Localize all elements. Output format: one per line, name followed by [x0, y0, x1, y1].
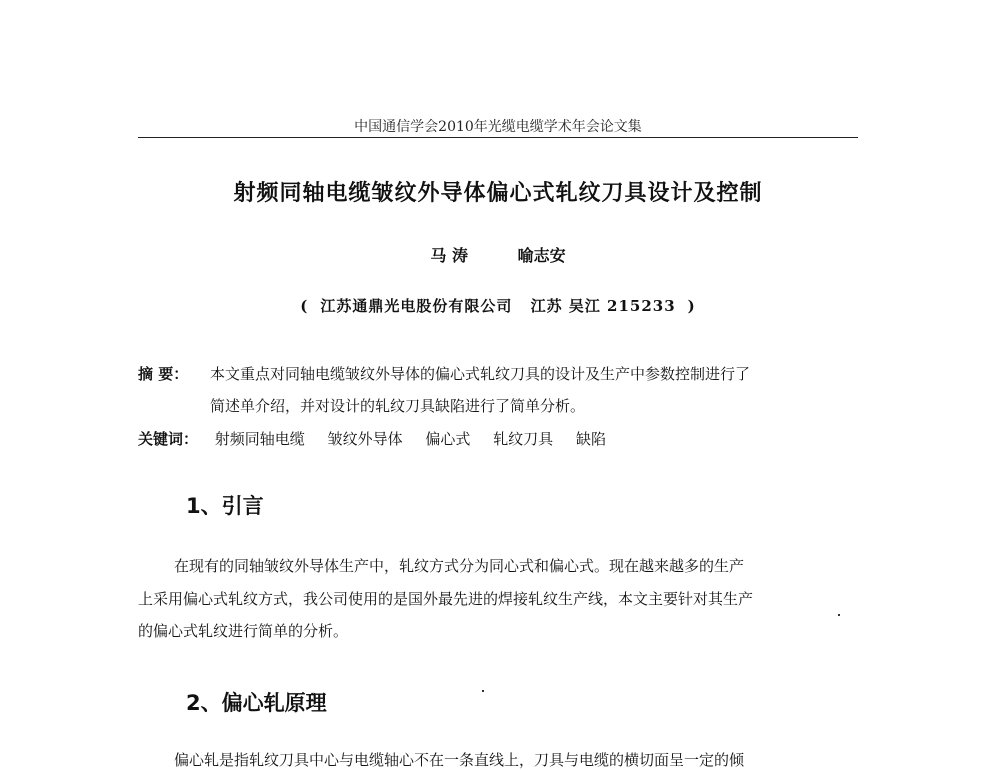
authors [138, 243, 858, 266]
keyword: 缺陷 [575, 430, 606, 448]
keyword: 偏心式 [425, 430, 471, 448]
abstract-text-line-1: 本文重点对同轴电缆皱纹外导体的偏心式轧纹刀具的设计及生产中参数控制进行了 [210, 365, 751, 383]
keyword: 皱纹外导体 [327, 430, 403, 448]
keywords-label: 关键词： [138, 430, 199, 448]
abstract-label: 摘 要： [138, 365, 189, 383]
affiliation-place: 江苏 吴江 215233 [530, 297, 676, 315]
scan-speck [482, 690, 484, 692]
scan-speck [838, 614, 840, 616]
keywords [138, 429, 624, 449]
author-name: 马 涛 [430, 246, 468, 265]
author-name: 喻志安 [517, 246, 566, 265]
section-heading-principle: 2、偏心轧原理 [186, 691, 327, 715]
keyword: 轧纹刀具 [493, 430, 554, 448]
paragraph-line: 上采用偏心式轧纹方式，我公司使用的是国外最先进的焊接轧纹生产线，本文主要针对其生产 [138, 590, 754, 608]
keyword: 射频同轴电缆 [214, 430, 305, 448]
affiliation: ( 江苏通鼎光电股份有限公司 江苏 吴江 215233 ) [300, 297, 696, 315]
header-rule [138, 137, 858, 138]
paragraph-line: 在现有的同轴皱纹外导体生产中，轧纹方式分为同心式和偏心式。现在越来越多的生产 [174, 557, 745, 575]
affiliation-org: 江苏通鼎光电股份有限公司 [320, 297, 513, 315]
running-head: 中国通信学会2010年光缆电缆学术年会论文集 [354, 119, 642, 135]
abstract [138, 364, 870, 384]
paper-title: 射频同轴电缆皱纹外导体偏心式轧纹刀具设计及控制 [233, 181, 763, 206]
paragraph-line: 的偏心式轧纹进行简单的分析。 [138, 622, 349, 640]
section-heading-intro: 1、引言 [186, 494, 264, 518]
paragraph-line: 偏心轧是指轧纹刀具中心与电缆轴心不在一条直线上，刀具与电缆的横切面呈一定的倾 [174, 751, 745, 769]
abstract-text-line-2: 简述单介绍，并对设计的轧纹刀具缺陷进行了简单分析。 [210, 397, 586, 415]
